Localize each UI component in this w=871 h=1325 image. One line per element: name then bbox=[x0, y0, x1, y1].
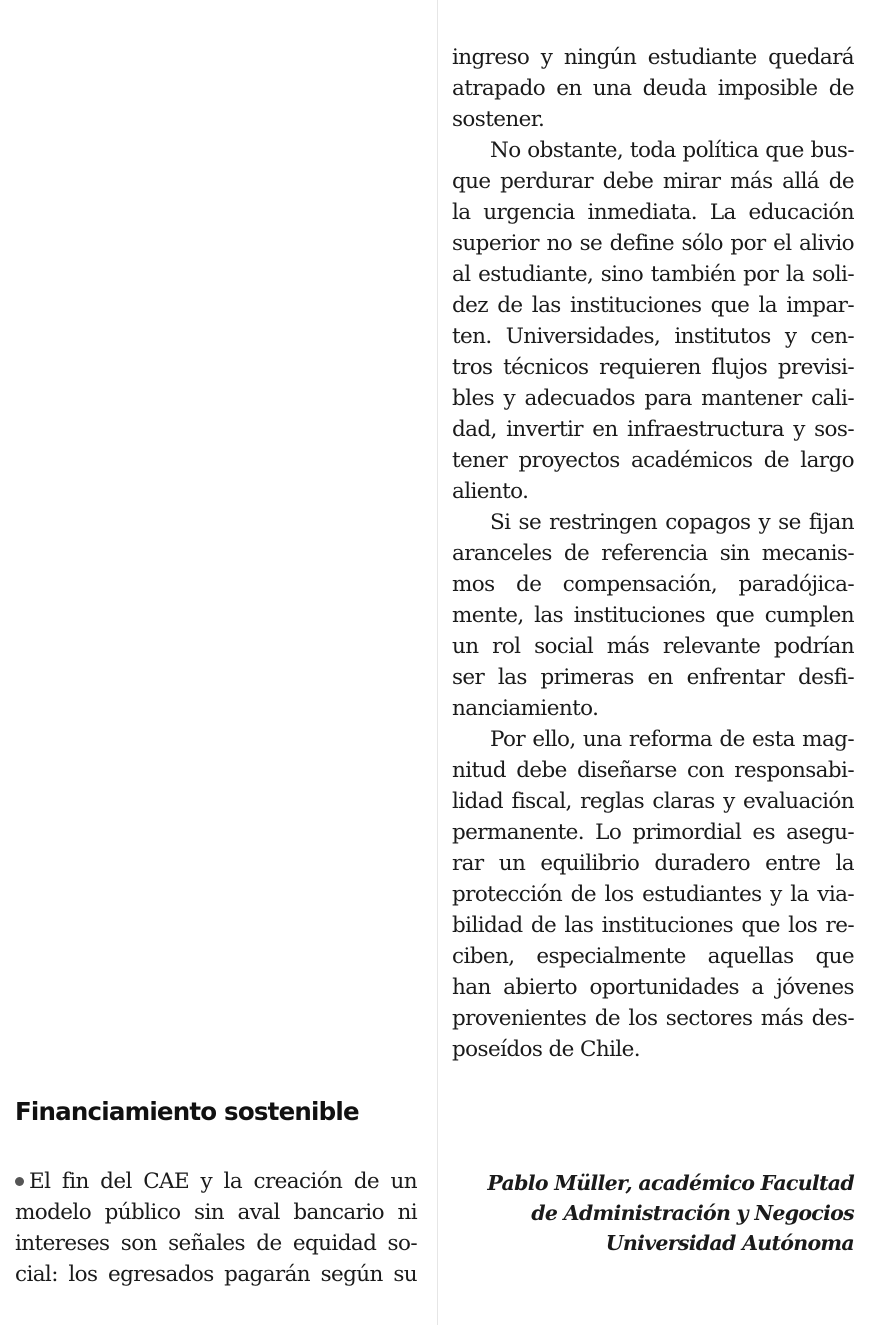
text-line: un rol social más relevante podrían bbox=[452, 634, 854, 659]
text-line: que perdurar debe mirar más allá de bbox=[452, 169, 854, 194]
text-line: lidad fiscal, reglas claras y evaluación bbox=[452, 789, 854, 814]
text-line: bilidad de las instituciones que los re- bbox=[452, 913, 854, 938]
text-line: Por ello, una reforma de esta mag- bbox=[490, 727, 854, 752]
text-line: al estudiante, sino también por la soli- bbox=[452, 262, 854, 287]
author-signature bbox=[452, 1168, 854, 1258]
column-divider bbox=[437, 0, 438, 1325]
text-line: modelo público sin aval bancario ni bbox=[15, 1200, 417, 1225]
text-line: poseídos de Chile. bbox=[452, 1037, 641, 1062]
text-line: tros técnicos requieren flujos previsi- bbox=[452, 355, 854, 380]
text-line: la urgencia inmediata. La educación bbox=[452, 200, 854, 225]
text-line: dad, invertir en infraestructura y sos- bbox=[452, 417, 854, 442]
signature-line: Universidad Autónoma bbox=[605, 1231, 854, 1255]
text-line: aliento. bbox=[452, 479, 529, 504]
text-line: No obstante, toda política que bus- bbox=[490, 138, 854, 163]
bullet-icon bbox=[15, 1177, 24, 1186]
text-line: mos de compensación, paradójica- bbox=[452, 572, 854, 597]
text-line: atrapado en una deuda imposible de bbox=[452, 76, 854, 101]
text-line: rar un equilibrio duradero entre la bbox=[452, 851, 854, 876]
text-line: protección de los estudiantes y la via- bbox=[452, 882, 854, 907]
article-left-column bbox=[15, 1166, 417, 1290]
text-line: tener proyectos académicos de largo bbox=[452, 448, 854, 473]
text-line: dez de las instituciones que la impar- bbox=[452, 293, 854, 318]
text-line: aranceles de referencia sin mecanis- bbox=[452, 541, 854, 566]
text-line: ser las primeras en enfrentar desfi- bbox=[452, 665, 854, 690]
text-line: nanciamiento. bbox=[452, 696, 599, 721]
text-line: El fin del CAE y la creación de un bbox=[15, 1166, 417, 1197]
text-line: han abierto oportunidades a jóvenes bbox=[452, 975, 854, 1000]
text-line: ciben, especialmente aquellas que bbox=[452, 944, 854, 969]
text-line: superior no se define sólo por el alivio bbox=[452, 231, 854, 256]
text-line: provenientes de los sectores más des- bbox=[452, 1006, 854, 1031]
text-line: mente, las instituciones que cumplen bbox=[452, 603, 854, 628]
text-line: intereses son señales de equidad so- bbox=[15, 1231, 417, 1256]
text-line: ingreso y ningún estudiante quedará bbox=[452, 45, 854, 70]
text-line: permanente. Lo primordial es asegu- bbox=[452, 820, 854, 845]
text-line: ten. Universidades, institutos y cen- bbox=[452, 324, 854, 349]
signature-line: de Administración y Negocios bbox=[531, 1201, 854, 1225]
text-line: Si se restringen copagos y se fijan bbox=[490, 510, 854, 535]
section-title: Financiamiento sostenible bbox=[15, 1097, 359, 1126]
text-line: cial: los egresados pagarán según su bbox=[15, 1262, 417, 1287]
text-line: sostener. bbox=[452, 107, 545, 132]
signature-line: Pablo Müller, académico Facultad bbox=[487, 1171, 854, 1195]
text-line: nitud debe diseñarse con responsabi- bbox=[452, 758, 854, 783]
text-line: bles y adecuados para mantener cali- bbox=[452, 386, 854, 411]
article-right-column bbox=[452, 42, 854, 1065]
